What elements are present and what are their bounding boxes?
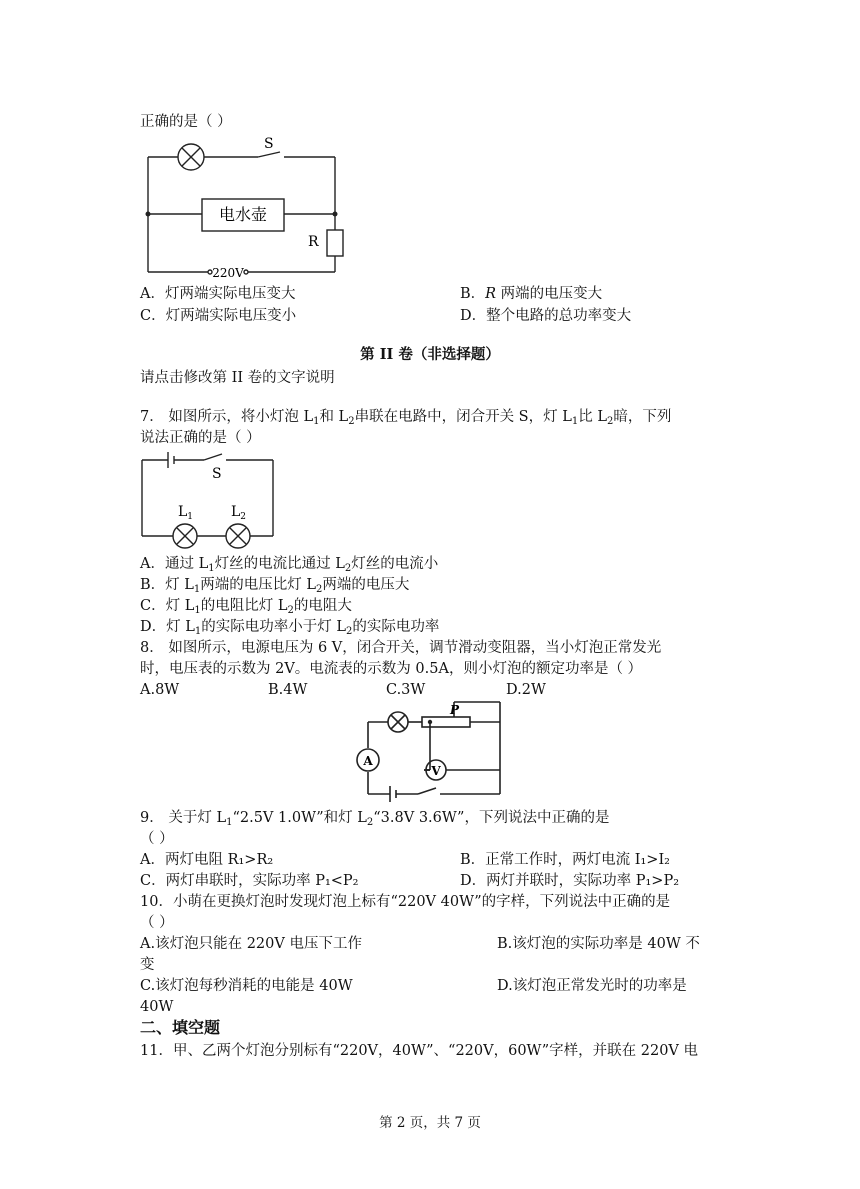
q6-stem-tail: 正确的是（ ）	[140, 114, 232, 130]
q8-ammeter-label: A	[363, 754, 373, 768]
q10-option-b: B.该灯泡的实际功率是 40W 不	[497, 936, 700, 952]
q7-option-d: D．灯 $L_1$的实际电功率小于灯 $L_2$的实际电功率	[140, 619, 440, 637]
q6-option-a: A．灯两端实际电压变大	[140, 286, 296, 302]
section2-note: 请点击修改第 II 卷的文字说明	[140, 370, 335, 386]
q8-stem-line2: 时，电压表的示数为 2V。电流表的示数为 0.5A，则小灯泡的额定功率是（ ）	[140, 661, 643, 677]
q6-option-d: D．整个电路的总功率变大	[460, 308, 632, 324]
q7-option-b: B．灯 $L_1$两端的电压比灯 $L_2$两端的电压大	[140, 577, 410, 595]
q7-lamp2-label: $L_2$	[231, 504, 247, 522]
q8-option-d: D.2W	[506, 682, 546, 698]
section3-title: 二、填空题	[140, 1018, 221, 1037]
q8-voltmeter-label: V	[431, 764, 441, 778]
q8-stem-line1: 8． 如图所示，电源电压为 6 V，闭合开关，调节滑动变阻器，当小灯泡正常发光	[140, 640, 662, 656]
q8-option-c: C.3W	[386, 682, 426, 698]
q8-slider-label: P	[450, 703, 460, 717]
q8-option-a: A.8W	[140, 682, 180, 698]
section2-title: 第 II 卷（非选择题）	[360, 346, 500, 363]
q7-circuit-diagram	[140, 448, 280, 552]
q7-lamp1-label: $L_1$	[178, 504, 194, 522]
q8-option-b: B.4W	[268, 682, 308, 698]
q9-option-a: A．两灯电阻 R₁>R₂	[140, 852, 274, 868]
q7-option-a: A．通过 $L_1$灯丝的电流比通过 $L_2$灯丝的电流小	[140, 556, 439, 574]
q6-option-c: C．灯两端实际电压变小	[140, 308, 297, 324]
q11-stem-line1: 11．甲、乙两个灯泡分别标有“220V，40W”、“220V，60W”字样，并联在 220V 电	[140, 1043, 699, 1059]
q6-circuit-diagram	[140, 132, 350, 280]
q10-stem-line2: （ ）	[140, 915, 174, 931]
q9-option-d: D．两灯并联时，实际功率 P₁>P₂	[460, 873, 680, 889]
q10-option-b-wrap: 变	[140, 957, 155, 973]
q9-option-b: B．正常工作时，两灯电流 I₁>I₂	[460, 852, 670, 868]
q10-option-c: C.该灯泡每秒消耗的电能是 40W	[140, 978, 353, 994]
q10-option-a: A.该灯泡只能在 220V 电压下工作	[140, 936, 362, 952]
q6-option-b: B．R 两端的电压变大	[460, 286, 603, 302]
q10-option-d-wrap: 40W	[140, 999, 174, 1015]
q6-kettle-label: 电水壶	[218, 205, 268, 224]
q7-stem-line1: 7． 如图所示，将小灯泡 $L_1$和 $L_2$串联在电路中，闭合开关 S，灯 $L_1$比 $L_2$暗，下列	[140, 409, 672, 427]
page-footer: 第 2 页，共 7 页	[379, 1115, 481, 1131]
q9-option-c: C．两灯串联时，实际功率 P₁<P₂	[140, 873, 359, 889]
q6-source-label: 220V	[212, 266, 244, 280]
q7-stem-line2: 说法正确的是（ ）	[140, 430, 261, 446]
q7-option-c: C．灯 $L_1$的电阻比灯 $L_2$的电阻大	[140, 598, 352, 616]
q6-resistor-label: R	[308, 234, 319, 250]
q10-option-d: D.该灯泡正常发光时的功率是	[497, 978, 687, 994]
q9-stem-line2: （ ）	[140, 831, 174, 847]
q7-switch-label: S	[212, 466, 222, 482]
q10-stem-line1: 10．小萌在更换灯泡时发现灯泡上标有“220V 40W”的字样，下列说法中正确的是	[140, 894, 671, 910]
q9-stem-line1: 9． 关于灯 $L_1“2.5V$ 1.0W”和灯 $L_2“3.8V$ 3.6W”，下列说法中正确的是	[140, 810, 610, 828]
q6-switch-label: S	[264, 136, 274, 152]
q8-circuit-diagram	[350, 698, 510, 804]
